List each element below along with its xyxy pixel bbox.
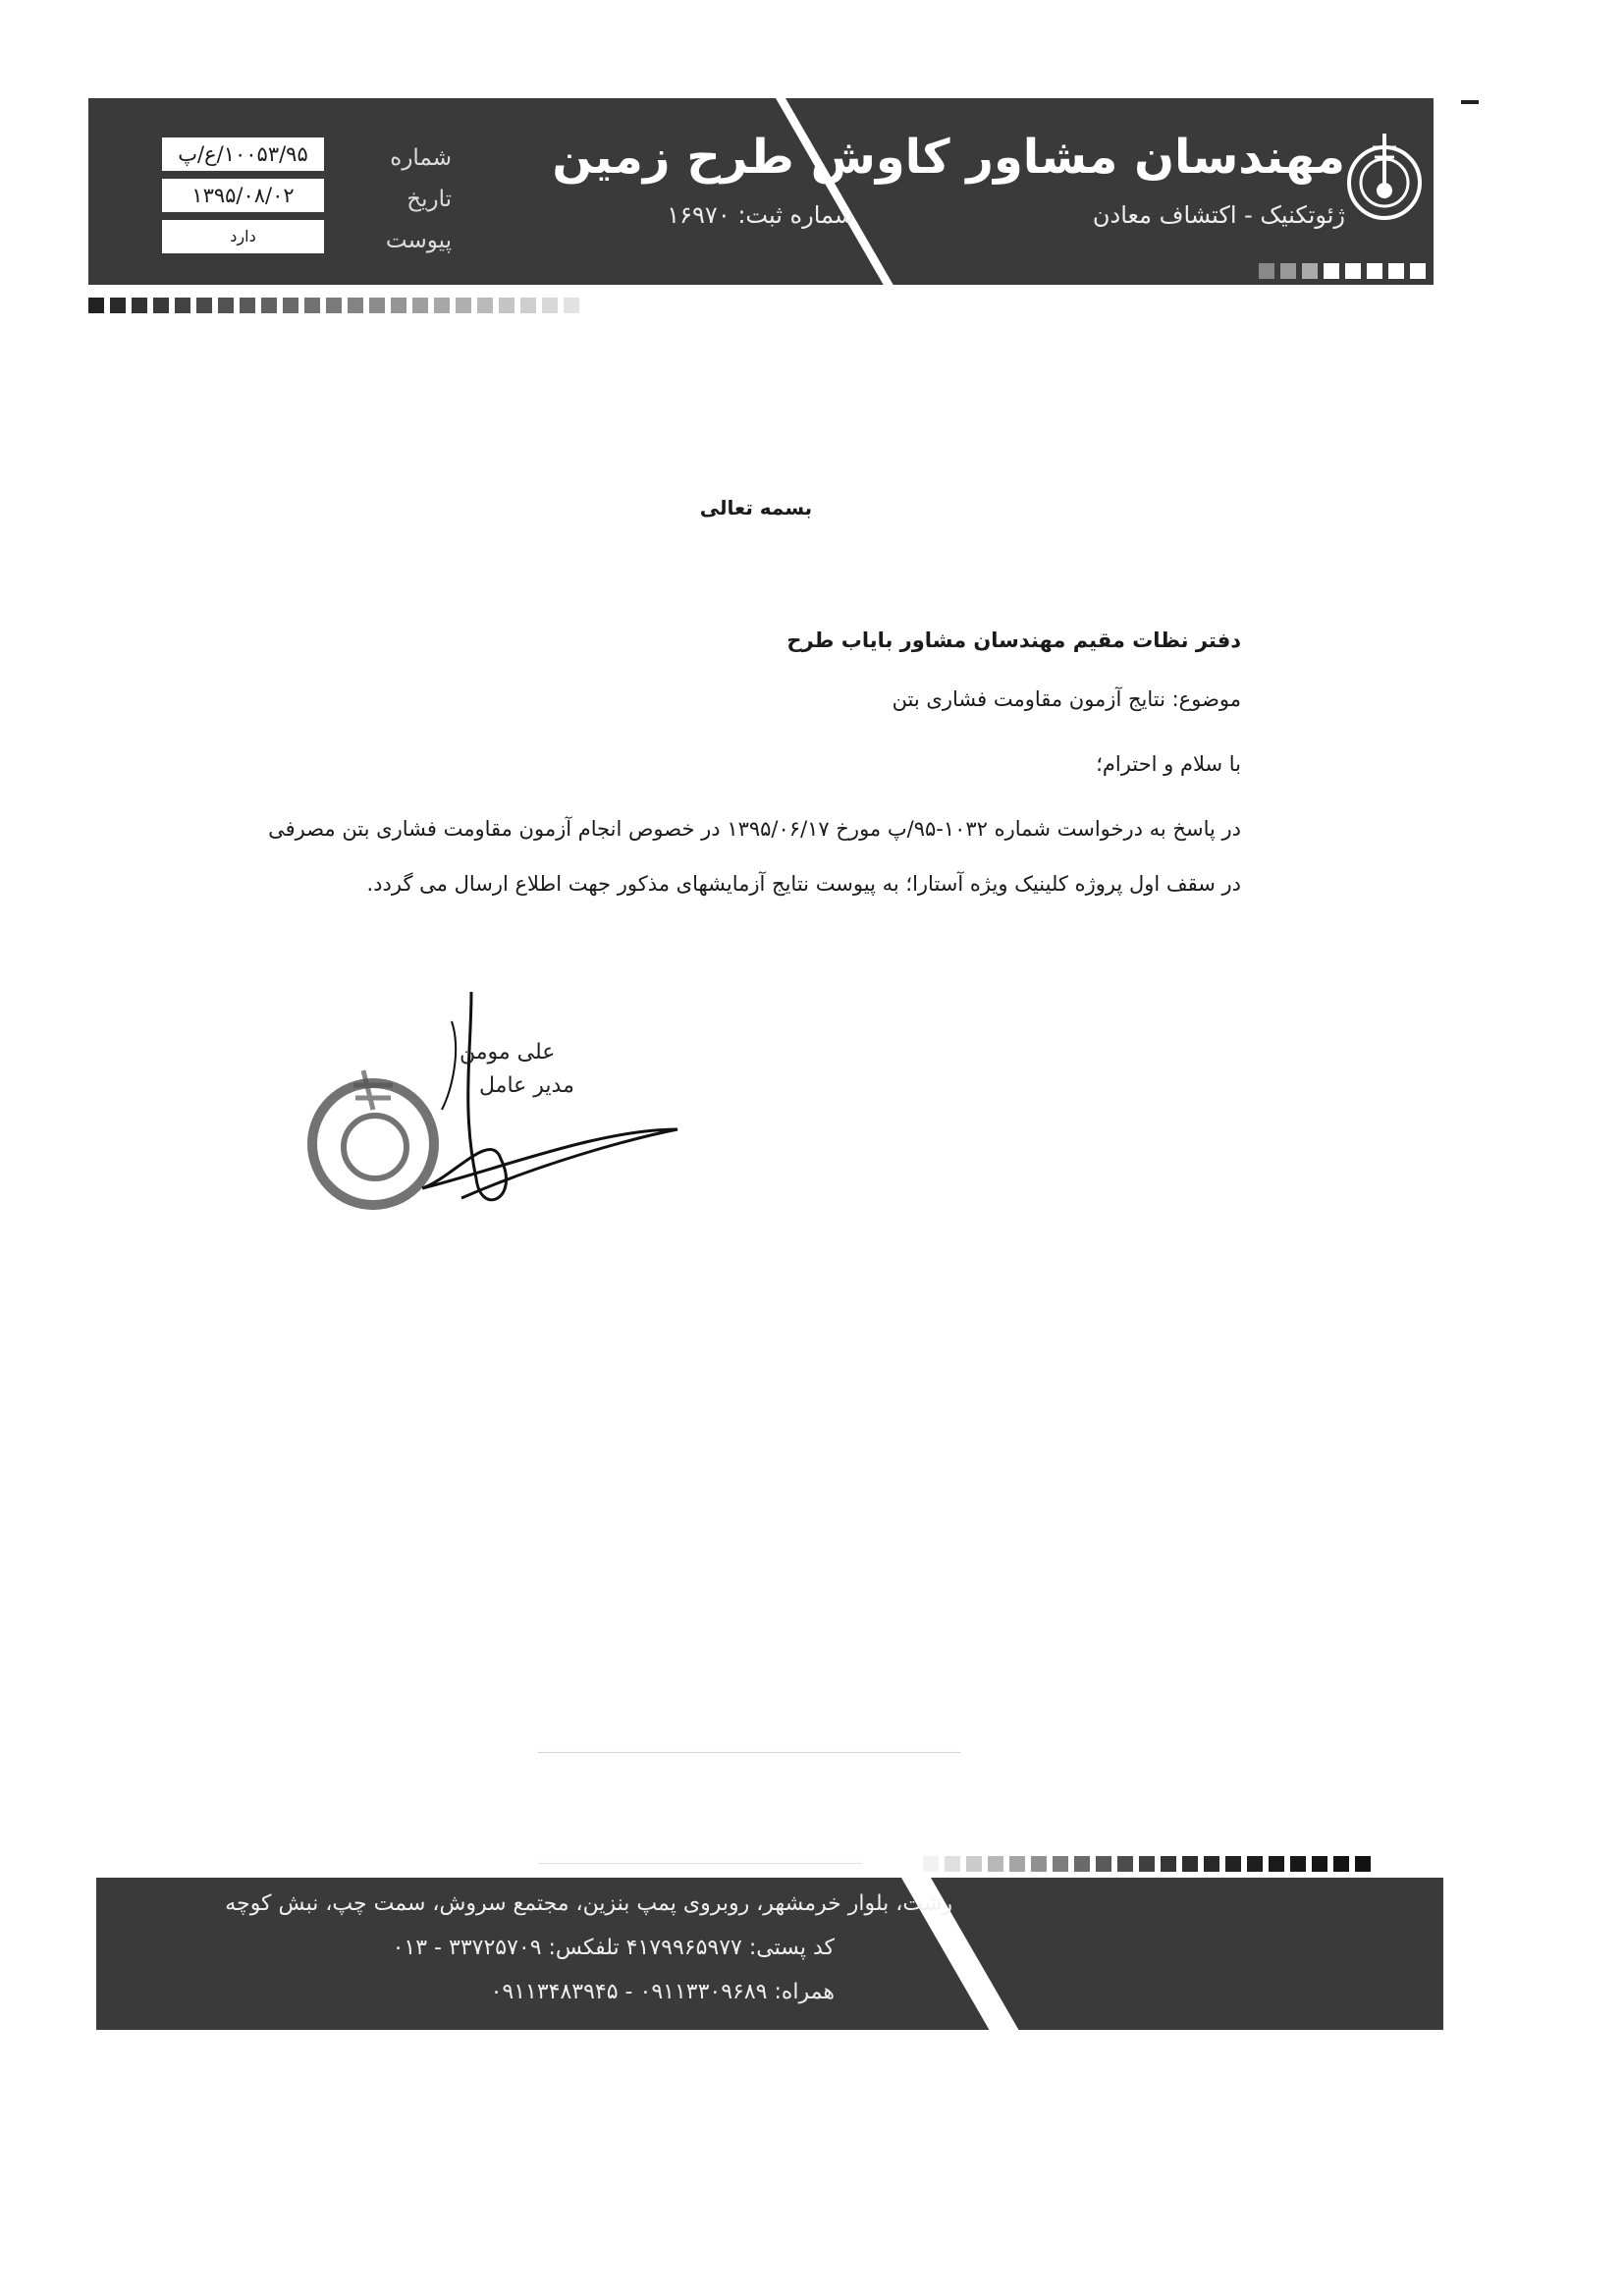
footer-postal-fax: کد پستی: ۴۱۷۹۹۶۵۹۷۷ تلفکس: ۳۳۷۲۵۷۰۹ - ۰۱۳ (392, 1936, 835, 1960)
number-label: شماره (390, 145, 452, 171)
corner-mark (1461, 100, 1479, 104)
faint-rule-2 (538, 1863, 862, 1864)
letter-heading: بسمه تعالی (699, 496, 813, 519)
registration-number: شماره ثبت: ۱۶۹۷۰ (667, 201, 854, 229)
attachment-label: پیوست (385, 228, 452, 253)
company-logo-icon (1345, 126, 1424, 234)
subject-line: موضوع: نتایج آزمون مقاومت فشاری بتن (892, 687, 1241, 711)
letterhead-band (88, 98, 1434, 285)
date-label: تاریخ (406, 187, 452, 212)
footer-square-strip (923, 1856, 1371, 1872)
footer-band (96, 1878, 1443, 2030)
attachment-field: دارد (162, 220, 324, 253)
footer-mobile: همراه: ۰۹۱۱۳۳۰۹۶۸۹ - ۰۹۱۱۳۴۸۳۹۴۵ (490, 1980, 835, 2004)
body-paragraph-line-1: در پاسخ به درخواست شماره ۱۰۳۲-۹۵/پ مورخ ۱۳۹۵/۰۶/۱۷ در خصوص انجام آزمون مقاومت فشاری بتن مصرفی (268, 817, 1241, 841)
greeting: با سلام و احترام؛ (1096, 752, 1241, 776)
company-subtitle: ژئوتکنیک - اکتشاف معادن (1092, 201, 1345, 229)
decorative-square-strip (88, 298, 579, 313)
signature-stamp (304, 992, 687, 1257)
signatory-title: مدیر عامل (479, 1073, 574, 1098)
decorative-square-strip-right (1259, 263, 1426, 279)
signatory-name: علی مومن (460, 1040, 556, 1065)
footer-address: رشت، بلوار خرمشهر، روبروی پمپ بنزین، مجتمع سروش، سمت چپ، نبش کوچه (225, 1891, 952, 1916)
meta-values (162, 137, 324, 261)
faint-rule (538, 1752, 960, 1753)
body-paragraph-line-2: در سقف اول پروژه کلینیک ویژه آستارا؛ به پیوست نتایج آزمایشهای مذکور جهت اطلاع ارسال می گردد. (366, 872, 1241, 896)
letter-number-field: ۱۰۰۵۳/۹۵/ع/پ (162, 137, 324, 171)
letter-date-field: ۱۳۹۵/۰۸/۰۲ (162, 179, 324, 212)
addressee: دفتر نظات مقیم مهندسان مشاور بایاب طرح (786, 629, 1241, 652)
company-name: مهندسان مشاور کاوش طرح زمین (552, 130, 1345, 185)
meta-labels (334, 137, 452, 261)
